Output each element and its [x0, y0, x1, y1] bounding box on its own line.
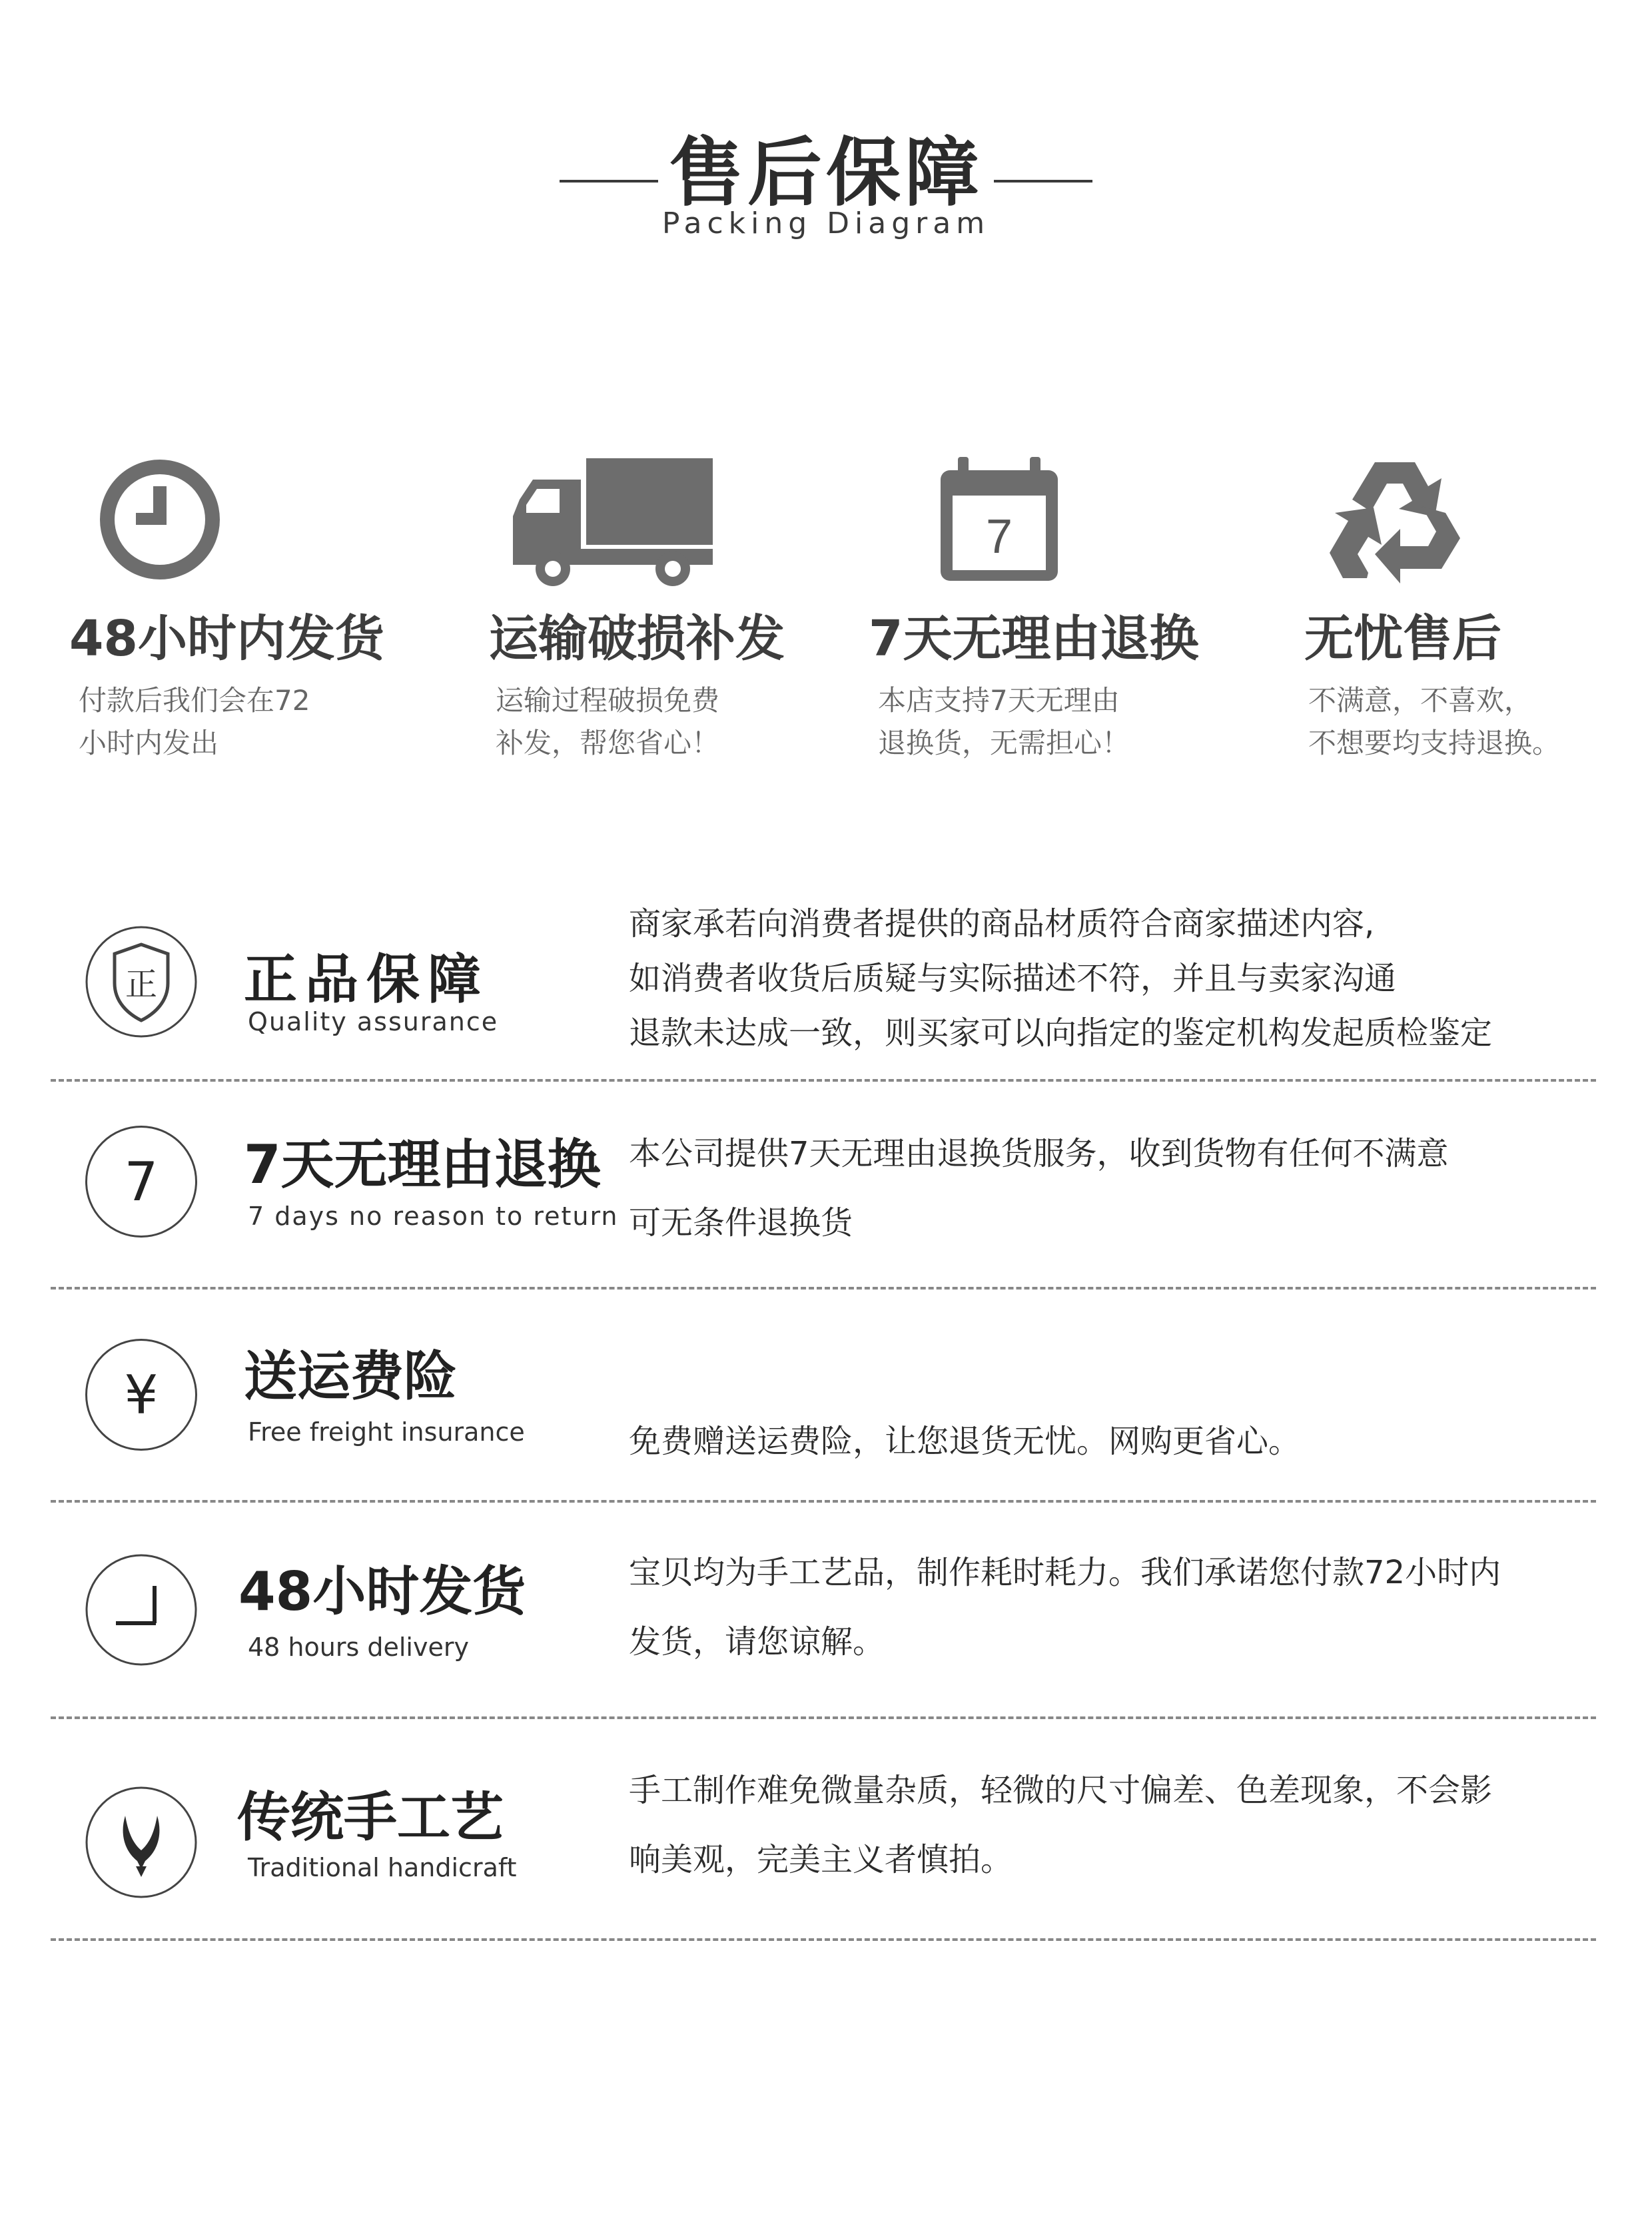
seven-days-icon: 7 — [85, 1126, 197, 1238]
feature-title: 运输破损补发 — [489, 610, 785, 667]
feature-desc — [496, 679, 719, 765]
feature-7day-return — [869, 453, 1282, 813]
truck-icon — [506, 453, 719, 586]
feature-title: 48小时内发货 — [69, 610, 384, 667]
detail-title: 正品保障 — [244, 948, 489, 1010]
calendar-icon — [933, 453, 1066, 586]
detail-text — [629, 1756, 1601, 1894]
detail-text-line: 如消费者收货后质疑与实际描述不符，并且与卖家沟通 — [629, 960, 1397, 997]
detail-text-line: 可无条件退换货 — [629, 1204, 853, 1242]
craft-icon — [85, 1786, 197, 1898]
detail-text-line: 发货，请您谅解。 — [629, 1623, 885, 1661]
page-title: 售后保障 — [669, 130, 983, 216]
feature-desc-line: 不满意，不喜欢， — [1308, 684, 1533, 717]
feature-desc — [1308, 679, 1560, 765]
detail-text-line: 商家承若向消费者提供的商品材质符合商家描述内容, — [629, 905, 1375, 942]
dashed-divider — [51, 1716, 1596, 1719]
recycle-icon — [1328, 453, 1461, 586]
detail-text-line: 手工制作难免微量杂质，轻微的尺寸偏差、色差现象，不会影 — [629, 1772, 1493, 1809]
detail-text-line: 退款未达成一致，则买家可以向指定的鉴定机构发起质检鉴定 — [629, 1014, 1493, 1052]
page-subtitle: Packing Diagram — [661, 206, 991, 240]
dashed-divider — [51, 1500, 1596, 1503]
feature-desc — [79, 679, 310, 765]
page-header — [0, 113, 1652, 260]
genuine-shield-icon — [85, 926, 197, 1038]
feature-desc-line: 本店支持7天无理由 — [878, 684, 1120, 717]
feature-worry-free — [1304, 453, 1652, 813]
clock-hands-icon — [85, 1554, 197, 1666]
detail-text — [629, 1538, 1601, 1676]
detail-title: 48小时发货 — [238, 1561, 526, 1623]
detail-subtitle: Traditional handicraft — [248, 1853, 517, 1882]
yen-icon: ¥ — [85, 1339, 197, 1451]
detail-48h-delivery — [51, 1522, 1596, 1722]
feature-desc-line: 运输过程破损免费 — [496, 684, 720, 717]
feature-title: 无忧售后 — [1304, 610, 1501, 667]
detail-freight-insurance — [51, 1305, 1596, 1505]
detail-text-line: 响美观，完美主义者慎拍。 — [629, 1841, 1013, 1878]
detail-title: 送运费险 — [244, 1345, 457, 1407]
detail-text-line: 免费赠送运费险，让您退货无忧。网购更省心。 — [629, 1423, 1301, 1460]
detail-subtitle: Free freight insurance — [248, 1417, 525, 1447]
feature-desc-line: 付款后我们会在72 — [79, 684, 310, 717]
clock-icon — [93, 453, 226, 586]
detail-text-line: 宝贝均为手工艺品，制作耗时耗力。我们承诺您付款72小时内 — [629, 1554, 1501, 1591]
header-right-line — [994, 180, 1092, 183]
shield-glyph: 正 — [125, 966, 158, 1003]
detail-traditional-handicraft — [51, 1738, 1596, 1958]
dashed-divider — [51, 1287, 1596, 1290]
detail-text — [629, 897, 1601, 1060]
detail-text — [629, 1119, 1601, 1258]
calendar-number: 7 — [985, 510, 1013, 563]
detail-subtitle: 7 days no reason to return — [248, 1202, 619, 1231]
detail-text-line: 本公司提供7天无理由退换货服务，收到货物有任何不满意 — [629, 1135, 1449, 1172]
feature-desc-line: 不想要均支持退换。 — [1308, 727, 1561, 759]
detail-title: 7天无理由退换 — [244, 1134, 601, 1196]
detail-title: 传统手工艺 — [237, 1786, 504, 1848]
detail-quality-assurance — [51, 886, 1596, 1086]
feature-desc-line: 退换货，无需担心！ — [878, 727, 1130, 759]
dashed-divider — [51, 1938, 1596, 1941]
feature-desc-line: 补发，帮您省心！ — [496, 727, 720, 759]
feature-desc-line: 小时内发出 — [79, 727, 219, 759]
feature-title: 7天无理由退换 — [869, 610, 1199, 667]
detail-text — [629, 1420, 1601, 1463]
feature-desc — [878, 679, 1130, 765]
detail-7day-return — [51, 1092, 1596, 1292]
feature-48h — [69, 453, 482, 813]
feature-row — [0, 453, 1652, 813]
detail-subtitle: Quality assurance — [248, 1007, 499, 1036]
feature-damage-reship — [486, 453, 899, 813]
detail-subtitle: 48 hours delivery — [248, 1633, 469, 1662]
dashed-divider — [51, 1079, 1596, 1082]
